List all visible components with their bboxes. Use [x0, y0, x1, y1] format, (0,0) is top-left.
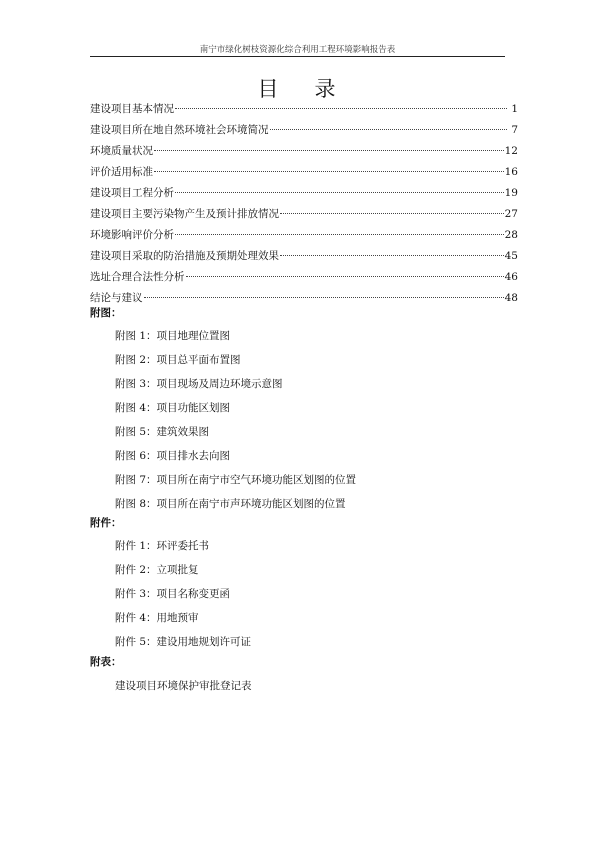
toc-entry-page: 28 [504, 229, 518, 241]
figure-item: 附图 1：项目地理位置图 [115, 330, 231, 342]
running-header: 南宁市绿化树枝资源化综合利用工程环境影响报告表 [199, 45, 396, 55]
toc-entry[interactable] [90, 269, 518, 290]
toc-dot-leader [175, 108, 507, 109]
toc-entry[interactable] [90, 143, 518, 164]
table-of-contents [90, 101, 518, 311]
figure-item: 附图 5：建筑效果图 [115, 426, 210, 438]
toc-entry-page: 19 [504, 187, 518, 199]
figure-item: 附图 3：项目现场及周边环境示意图 [115, 378, 283, 390]
toc-dot-leader [154, 171, 504, 172]
figures-list [115, 329, 356, 521]
attachment-item: 附件 5：建设用地规划许可证 [115, 636, 252, 648]
toc-entry-page: 48 [504, 292, 518, 304]
attachments-list [115, 539, 251, 659]
toc-dot-leader [270, 129, 508, 130]
page-title-right: 录 [314, 77, 338, 101]
toc-dot-leader [280, 213, 504, 214]
toc-entry-label: 建设项目主要污染物产生及预计排放情况 [90, 208, 279, 220]
toc-entry-page: 12 [504, 145, 518, 157]
toc-entry-label: 建设项目基本情况 [90, 103, 174, 115]
toc-entry[interactable] [90, 290, 518, 311]
toc-entry[interactable] [90, 248, 518, 269]
attachments-heading: 附件： [90, 517, 122, 529]
tables-heading: 附表： [90, 656, 122, 668]
figure-item: 附图 6：项目排水去向图 [115, 450, 231, 462]
toc-entry-label: 环境影响评价分析 [90, 229, 174, 241]
toc-dot-leader [175, 192, 504, 193]
toc-entry-page: 46 [504, 271, 518, 283]
toc-entry[interactable] [90, 227, 518, 248]
header-rule [90, 56, 505, 57]
toc-entry-label: 建设项目工程分析 [90, 187, 174, 199]
tables-list [115, 679, 252, 703]
toc-entry-label: 评价适用标准 [90, 166, 153, 178]
toc-entry[interactable] [90, 101, 518, 122]
toc-dot-leader [280, 255, 504, 256]
toc-entry-label: 结论与建议 [90, 292, 143, 304]
toc-entry-label: 选址合理合法性分析 [90, 271, 185, 283]
attachment-item: 附件 1：环评委托书 [115, 540, 210, 552]
toc-entry-page: 1 [511, 103, 518, 115]
toc-dot-leader [144, 297, 504, 298]
page-title [90, 73, 505, 103]
toc-dot-leader [154, 150, 504, 151]
toc-entry[interactable] [90, 185, 518, 206]
toc-entry-label: 建设项目所在地自然环境社会环境简况 [90, 124, 269, 136]
attachment-item: 附件 2：立项批复 [115, 564, 199, 576]
toc-entry-label: 建设项目采取的防治措施及预期处理效果 [90, 250, 279, 262]
figure-item: 附图 2：项目总平面布置图 [115, 354, 241, 366]
toc-entry-page: 45 [504, 250, 518, 262]
toc-entry-label: 环境质量状况 [90, 145, 153, 157]
figure-item: 附图 7：项目所在南宁市空气环境功能区划图的位置 [115, 474, 357, 486]
attachment-item: 附件 4：用地预审 [115, 612, 199, 624]
toc-dot-leader [175, 234, 504, 235]
figure-item: 附图 8：项目所在南宁市声环境功能区划图的位置 [115, 498, 346, 510]
figures-heading: 附图： [90, 307, 122, 319]
figure-item: 附图 4：项目功能区划图 [115, 402, 231, 414]
toc-entry[interactable] [90, 122, 518, 143]
toc-entry-page: 7 [511, 124, 518, 136]
table-item: 建设项目环境保护审批登记表 [115, 680, 252, 692]
attachment-item: 附件 3：项目名称变更函 [115, 588, 231, 600]
toc-entry-page: 16 [504, 166, 518, 178]
page-title-left: 目 [257, 77, 281, 101]
toc-dot-leader [186, 276, 504, 277]
toc-entry-page: 27 [504, 208, 518, 220]
toc-entry[interactable] [90, 164, 518, 185]
toc-entry[interactable] [90, 206, 518, 227]
